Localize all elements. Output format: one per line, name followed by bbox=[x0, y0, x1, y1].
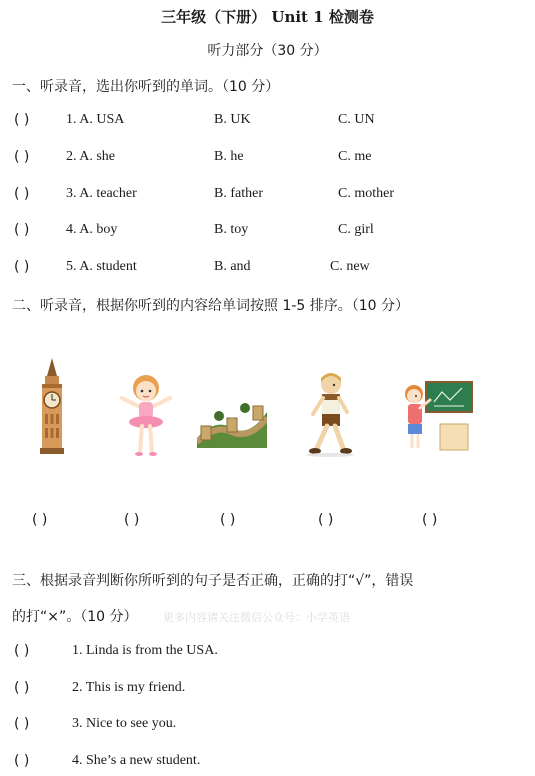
statement-text: 2. This is my friend. bbox=[72, 680, 186, 695]
option-c: C. mother bbox=[338, 186, 394, 201]
option-a: 5. A. student bbox=[66, 259, 137, 274]
teacher-at-board-icon bbox=[400, 380, 476, 452]
option-c: C. me bbox=[338, 149, 372, 164]
answer-paren[interactable]: ( ) bbox=[14, 716, 30, 732]
section-2-heading: 二、听录音，根据你听到的内容给单词按照 1-5 排序。（10 分） bbox=[12, 298, 410, 314]
option-c: C. girl bbox=[338, 222, 374, 237]
answer-paren[interactable]: ( ) bbox=[14, 149, 30, 165]
great-wall-icon bbox=[197, 398, 267, 448]
answer-paren[interactable]: ( ) bbox=[14, 222, 30, 238]
answer-paren[interactable]: ( ) bbox=[124, 512, 140, 528]
section-3-heading-line-2: 的打“×”。（10 分） bbox=[12, 609, 138, 625]
clock-tower-icon bbox=[36, 358, 68, 454]
answer-paren[interactable]: ( ) bbox=[14, 186, 30, 202]
option-a: 1. A. USA bbox=[66, 112, 125, 127]
option-b: B. toy bbox=[214, 222, 249, 237]
walking-boy-icon bbox=[303, 372, 357, 458]
option-b: B. UK bbox=[214, 112, 251, 127]
section-1-heading: 一、听录音，选出你听到的单词。（10 分） bbox=[12, 79, 280, 95]
option-b: B. father bbox=[214, 186, 263, 201]
answer-paren[interactable]: ( ) bbox=[422, 512, 438, 528]
page-title: 三年级（下册） Unit 1 检测卷 bbox=[161, 8, 374, 26]
option-a: 3. A. teacher bbox=[66, 186, 137, 201]
answer-paren[interactable]: ( ) bbox=[220, 512, 236, 528]
section-3-heading-line-1: 三、根据录音判断你所听到的句子是否正确，正确的打“√”，错误 bbox=[12, 573, 414, 589]
statement-text: 3. Nice to see you. bbox=[72, 716, 177, 731]
answer-paren[interactable]: ( ) bbox=[32, 512, 48, 528]
option-a: 2. A. she bbox=[66, 149, 115, 164]
option-b: B. he bbox=[214, 149, 244, 164]
ballet-girl-icon bbox=[118, 372, 174, 458]
page-subtitle: 听力部分（30 分） bbox=[207, 43, 328, 59]
option-b: B. and bbox=[214, 259, 251, 274]
watermark-text: 更多内容请关注微信公众号：小学英语 bbox=[163, 611, 350, 624]
option-a: 4. A. boy bbox=[66, 222, 118, 237]
answer-paren[interactable]: ( ) bbox=[14, 112, 30, 128]
answer-paren[interactable]: ( ) bbox=[14, 643, 30, 659]
option-c: C. UN bbox=[338, 112, 375, 127]
option-c: C. new bbox=[330, 259, 370, 274]
statement-text: 4. She’s a new student. bbox=[72, 753, 201, 768]
answer-paren[interactable]: ( ) bbox=[318, 512, 334, 528]
answer-paren[interactable]: ( ) bbox=[14, 259, 30, 275]
answer-paren[interactable]: ( ) bbox=[14, 753, 30, 769]
statement-text: 1. Linda is from the USA. bbox=[72, 643, 218, 658]
answer-paren[interactable]: ( ) bbox=[14, 680, 30, 696]
